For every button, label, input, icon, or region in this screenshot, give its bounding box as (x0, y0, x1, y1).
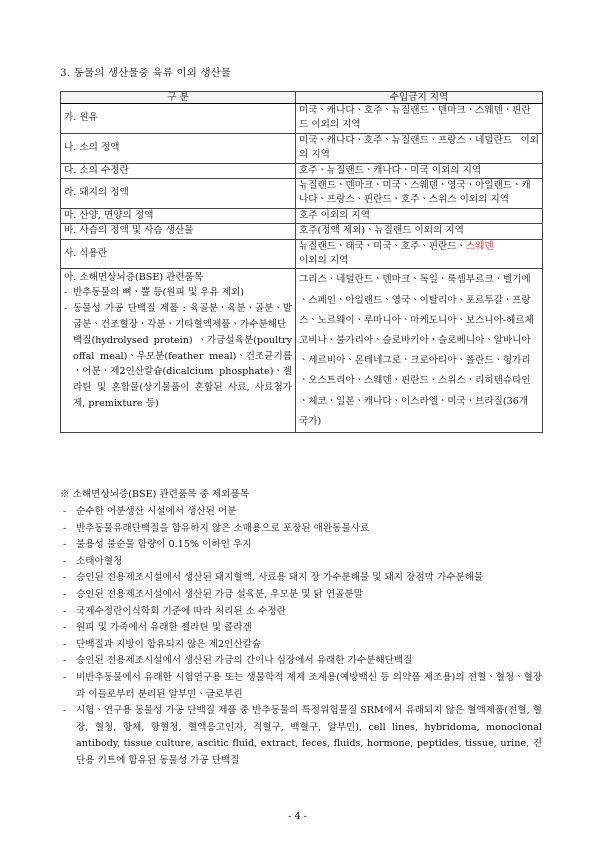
note-item-text: 소태아혈청 (76, 555, 123, 567)
table-row-bse (61, 269, 543, 433)
row-category: 바. 사슴의 정액 및 사슴 생산물 (61, 224, 296, 239)
note-item (60, 670, 542, 703)
header-category: 구 분 (61, 92, 296, 104)
header-regions: 수입금지 지역 (296, 92, 543, 104)
table-row (61, 104, 543, 134)
dash-bullet: - (63, 588, 67, 600)
note-item (60, 537, 542, 554)
note-item-text: 원피 및 가죽에서 유래한 젤라틴 및 콜라겐 (76, 622, 252, 634)
bse-item (64, 285, 292, 301)
bse-category-title: 아. 소해면상뇌증(BSE) 관련품목 (64, 272, 204, 284)
note-title: ※ 소해면상뇌증(BSE) 관련품목 중 제외품목 (60, 489, 249, 500)
row-category: 마. 산양, 면양의 정액 (61, 208, 296, 223)
note-item-text: 반추동물유래단백질을 함유하지 않은 소매용으로 포장된 애완동물사료 (76, 522, 370, 534)
row-category: 라. 돼지의 정액 (61, 179, 296, 209)
bse-item (64, 301, 292, 412)
dash-bullet: - (63, 638, 67, 650)
note-item (60, 504, 542, 521)
row-category: 가. 원유 (61, 104, 296, 134)
note-item-text: 국제수정란이식학회 기준에 따라 처리된 소 수정란 (76, 605, 286, 617)
note-item (60, 637, 542, 654)
note-item-text: 불용성 불순물 함량이 0.15% 이하인 우지 (76, 539, 252, 551)
row-regions: 호주ㆍ뉴질랜드ㆍ캐나다ㆍ미국 이외의 지역 (296, 163, 543, 178)
table-row (61, 133, 543, 163)
dash-bullet: - (63, 506, 67, 517)
note-item-text: 비반추동물에서 유래한 시험연구용 또는 생물학적 제제 조제용(예방백신 등 의약품 제조용)의 전혈ㆍ혈청ㆍ혈장과 이들로부터 분리된 알부민ㆍ글로부린 (76, 671, 542, 700)
dash-bullet: - (63, 572, 67, 584)
page-number: - 4 - (288, 811, 307, 822)
note-item (60, 521, 542, 538)
dash-bullet: - (63, 622, 67, 634)
row-category: 사. 식용란 (61, 239, 296, 269)
note-item-text: 승인된 전용제조시설에서 생산된 돼지혈액, 사료용 돼지 장 가수분해물 및 돼지 장점막 가수분해물 (76, 572, 484, 584)
note-item (60, 554, 542, 571)
row-regions: 미국ㆍ캐나다ㆍ호주ㆍ뉴질랜드ㆍ덴마크ㆍ스웨덴ㆍ핀란드 이외의 지역 (296, 104, 543, 134)
dash-bullet: - (63, 522, 67, 534)
dash-bullet: - (63, 655, 67, 667)
note-item (60, 653, 542, 670)
table-row (61, 239, 543, 269)
table-header-row (61, 92, 543, 104)
row-regions: 미국ㆍ캐나다ㆍ호주ㆍ뉴질랜드ㆍ프랑스ㆍ네덜란드 이외의 지역 (296, 133, 543, 163)
regions-text: 뉴질랜드ㆍ태국ㆍ미국ㆍ호주ㆍ핀란드ㆍ (299, 240, 466, 252)
note-item (60, 587, 542, 604)
note-item (60, 620, 542, 637)
import-ban-table (60, 91, 543, 433)
note-list (60, 504, 542, 770)
regions-text: 이외의 지역 (299, 255, 349, 267)
regions-highlight-red: 스웨덴 (465, 240, 494, 252)
table-row (61, 208, 543, 223)
dash-bullet: - (64, 303, 68, 315)
dash-bullet: - (63, 705, 67, 717)
row-regions: 호주(정액 제외)ㆍ뉴질랜드 이외의 지역 (296, 224, 543, 239)
note-item (60, 570, 542, 587)
row-category: 다. 소의 수정란 (61, 163, 296, 178)
table-row (61, 224, 543, 239)
bse-item-text: 동물성 가공 단백질 제품 : 육골분ㆍ육분ㆍ골분ㆍ발굽분ㆍ건조혈장ㆍ각분ㆍ기타혈액제품ㆍ가수분해단백질(hydrolysed protein) ㆍ가금설육분(poultry offal meal)ㆍ우모분(feather meal)ㆍ건조균기름ㆍ어분ㆍ제2인산칼슘(dicalcium phosphate)ㆍ젤라틴 및 혼합물(상기물품이 혼합된 사료, 사료첨가제, premixture 등) (73, 303, 292, 410)
note-item-text: 승인된 전용제조시설에서 생산된 가금의 간이나 심장에서 유래한 가수분해단백질 (76, 655, 413, 667)
dash-bullet: - (63, 671, 67, 683)
note-item (60, 703, 542, 769)
row-regions: 뉴질랜드ㆍ덴마크ㆍ미국ㆍ스웨덴ㆍ영국ㆍ아일랜드ㆍ캐나다ㆍ프랑스ㆍ핀란드ㆍ호주ㆍ스위스 이외의 지역 (296, 179, 543, 209)
bse-item-text: 반추동물의 뼈ㆍ뿔 등(원피 및 우유 제외) (73, 287, 245, 299)
section-title: 3. 동물의 생산물중 육류 이외 생산물 (60, 67, 232, 79)
dash-bullet: - (63, 605, 67, 617)
exclusion-note (60, 487, 542, 770)
note-item-text: 단백질과 지방이 함유되지 않은 제2인산칼슘 (76, 638, 262, 650)
dash-bullet: - (64, 287, 68, 299)
row-regions: 호주 이외의 지역 (296, 208, 543, 223)
row-category: 나. 소의 정액 (61, 133, 296, 163)
table-row (61, 179, 543, 209)
bse-category-cell (61, 269, 296, 433)
note-item (60, 604, 542, 621)
table-row (61, 163, 543, 178)
note-item-text: 승인된 전용제조시설에서 생산된 가금 설육분, 우모분 및 닭 연골분말 (76, 588, 363, 600)
row-regions (296, 239, 543, 269)
note-item-text: 시험ㆍ연구용 동물성 가공 단백질 제품 중 반추동물의 특정위험물질 SRM에서 유래되지 않은 혈액제품(전혈, 혈장, 혈청, 항체, 항혈청, 혈액응고인자, 적혈구, 백혈구, 알부민), cell lines, hybridoma, monoclonal antibody, tissue culture, ascitic fluid, extract, feces, fluids, hormone, peptides, tissue, urine, 진단용 키트에 함유된 동물성 가공 단백질 (76, 705, 542, 766)
bse-regions: 그리스ㆍ네덜란드ㆍ덴마크ㆍ독일ㆍ룩셈부르크ㆍ벨기에ㆍ스페인ㆍ아일랜드ㆍ영국ㆍ이탈리아ㆍ포르투갈ㆍ프랑스ㆍ노르웨이ㆍ루마니아ㆍ마케도니아ㆍ보스니아-헤르체고비나ㆍ불가리아ㆍ슬로바키아ㆍ슬로베니아ㆍ알바니아ㆍ세르비아ㆍ몬테네그로ㆍ크로아티아ㆍ폴란드ㆍ헝가리ㆍ오스트리아ㆍ스웨덴ㆍ핀란드ㆍ스위스ㆍ리히텐슈타인ㆍ체코ㆍ일본ㆍ캐나다ㆍ이스라엘ㆍ미국ㆍ브라질(36개 국가) (296, 269, 543, 433)
note-item-text: 순수한 어분생산 시설에서 생산된 어분 (76, 506, 237, 517)
dash-bullet: - (63, 555, 67, 567)
dash-bullet: - (63, 539, 67, 551)
